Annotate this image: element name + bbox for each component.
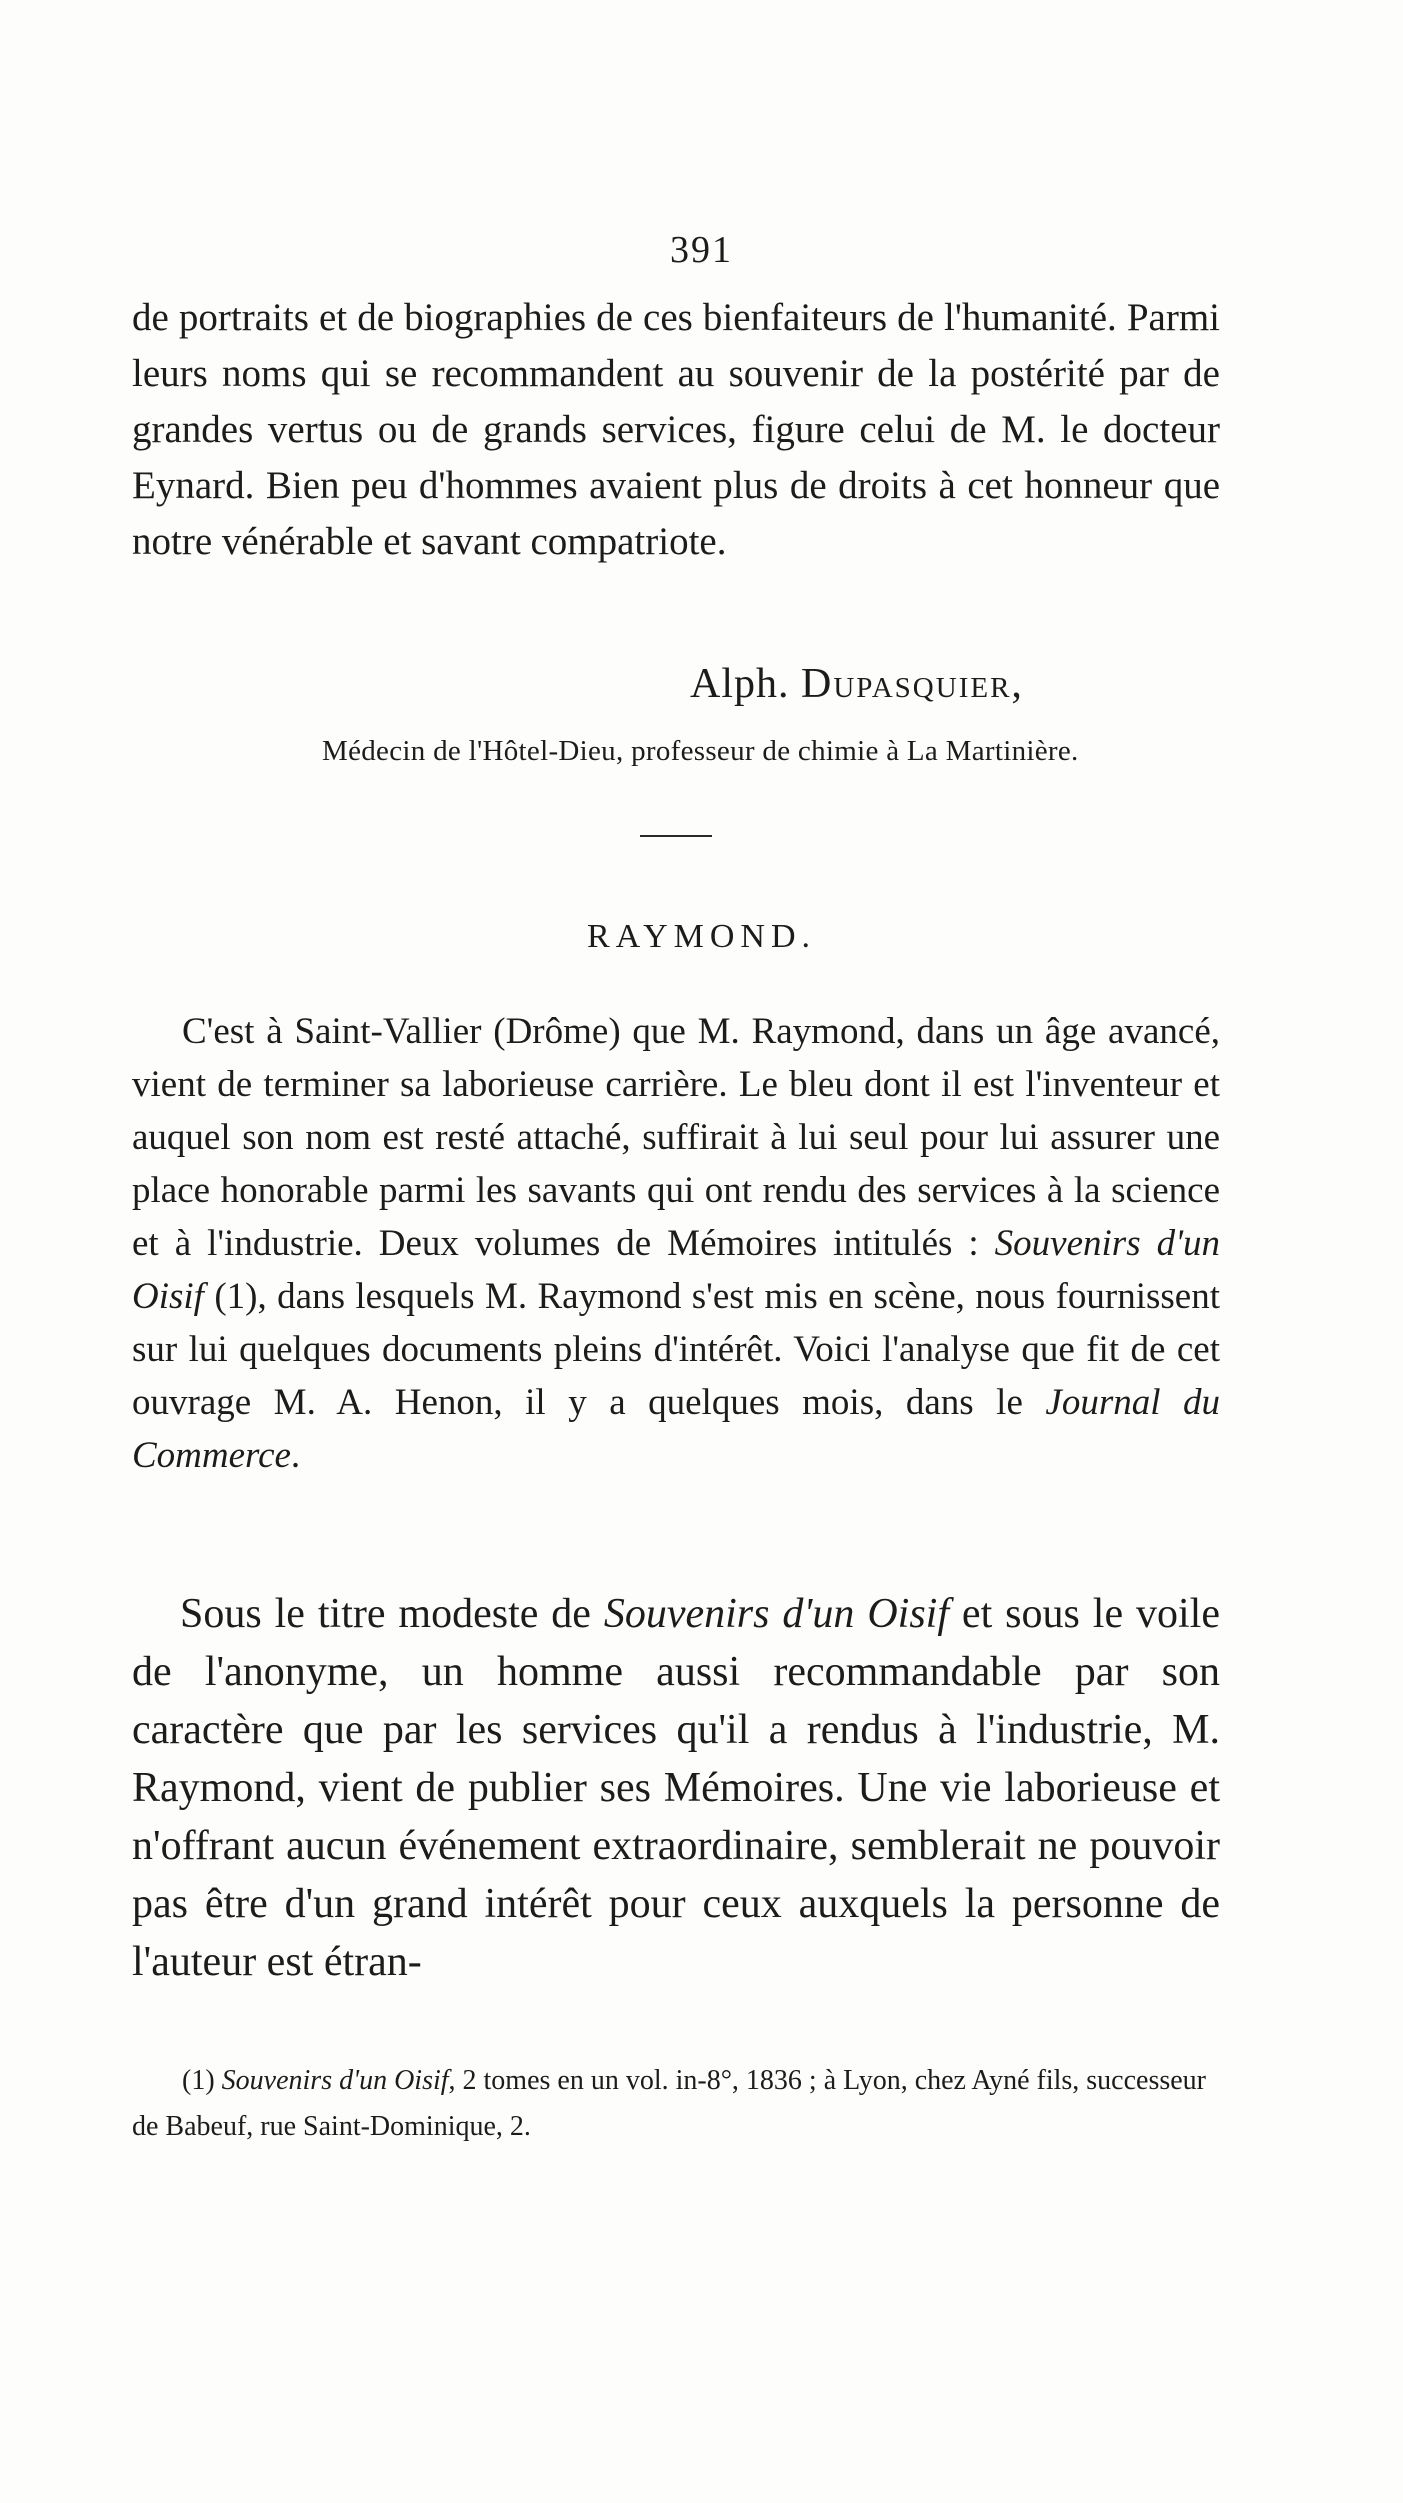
signature-affiliation: Médecin de l'Hôtel-Dieu, professeur de chimie à La Martinière.: [322, 735, 1079, 767]
continuation-paragraph: de portraits et de biographies de ces bienfaiteurs de l'humanité. Parmi leurs noms qui se recommandent au souvenir de la postérité par de grandes vertus ou de grands services, figure celui de M. le docteur Eynard. Bien peu d'hommes avaient plus de droits à cet honneur que notre vénérable et savant compatriote.: [132, 296, 1220, 563]
footnote-text: , 2 tomes en un vol. in-8°, 1836 ; à Lyon, chez Ayné fils, successeur de Babeuf, rue Saint-Dominique, 2.: [132, 2065, 1207, 2142]
section-divider: [640, 835, 712, 837]
footnote: [132, 2058, 1220, 2150]
footnote-marker: (1): [182, 2065, 222, 2096]
footnote-book-title: Souvenirs d'un Oisif: [221, 2065, 449, 2096]
signature-punct: ,: [1011, 661, 1023, 707]
souvenirs-text-2: et sous le voile de l'anonyme, un homme aussi recommandable par son caractère que par les services qu'il a rendus à l'industrie, M. Raymond, vient de publier ses Mémoires. Une vie laborieuse et n'offrant aucun événement extraordinaire, semblerait ne pouvoir pas être d'un grand intérêt pour ceux auxquels la personne de l'auteur est étran-: [132, 1591, 1220, 1985]
raymond-book-title: Souvenirs d'un Oisif: [132, 1223, 1220, 1317]
raymond-journal-title: Journal du Commerce: [132, 1382, 1220, 1476]
page-number: 391: [670, 229, 733, 271]
raymond-text-end: .: [290, 1435, 301, 1476]
souvenirs-paragraph: [132, 1585, 1220, 1991]
raymond-text-1: C'est à Saint-Vallier (Drôme) que M. Raymond, dans un âge avancé, vient de terminer sa laborieuse carrière. Le bleu dont il est l'inventeur et auquel son nom est resté attaché, suffirait à lui seul pour lui assurer une place honorable parmi les savants qui ont rendu des services à la science et à l'industrie. Deux volumes de Mémoires intitulés :: [132, 1011, 1220, 1264]
signature-surname: Dupasquier: [801, 661, 1012, 707]
souvenirs-text-1: Sous le titre modeste de: [180, 1591, 604, 1637]
signature: [690, 660, 1023, 708]
raymond-text-2: (1), dans lesquels M. Raymond s'est mis en scène, nous fournissent sur lui quelques documents pleins d'intérêt. Voici l'analyse que fit de cet ouvrage M. A. Henon, il y a quelques mois, dans le: [132, 1276, 1220, 1423]
signature-first-name: Alph.: [690, 661, 790, 707]
raymond-paragraph: [132, 1005, 1220, 1482]
souvenirs-book-title: Souvenirs d'un Oisif: [603, 1591, 950, 1637]
section-heading: RAYMOND.: [586, 918, 817, 955]
